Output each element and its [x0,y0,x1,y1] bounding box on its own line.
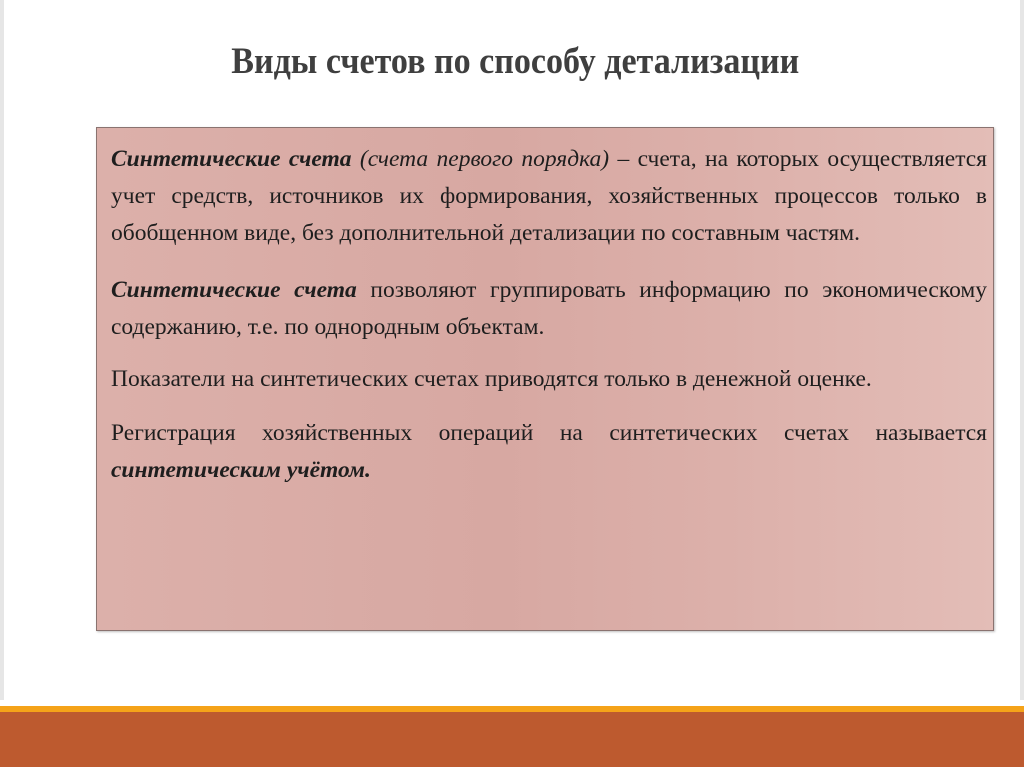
paragraph-definition [111,141,987,252]
paragraph-registration-text: Регистрация хозяйственных операций на синтетических счетах называется [111,420,987,446]
paragraph-valuation-text: Показатели на синтетических счетах приводятся только в денежной оценке. [111,366,872,392]
definition-box [96,127,994,631]
paragraph-grouping [111,272,987,346]
slide-title: Виды счетов по способу детализации [231,41,800,82]
term-synthetic-accounting: синтетическим учётом. [111,457,371,483]
right-edge-shadow [1020,0,1024,700]
footer-band [0,712,1024,767]
paragraph-definition-text: – счета, на которых осуществляется учет средств, источников их формирования, хозяйственных процессов только в обобщенном виде, без дополнительной детализации по составным частям. [111,146,987,246]
term-synthetic-accounts-2: Синтетические счета [111,277,357,303]
definition-text [111,141,987,502]
paragraph-registration [111,415,987,489]
paragraph-grouping-text: позволяют группировать информацию по экономическому содержанию, т.е. по однородным объектам. [111,277,987,340]
paragraph-valuation [111,361,987,398]
term-synthetic-accounts: Синтетические счета [111,146,352,172]
term-aside: (счета первого порядка) [351,146,610,172]
left-edge-shadow [0,0,4,700]
